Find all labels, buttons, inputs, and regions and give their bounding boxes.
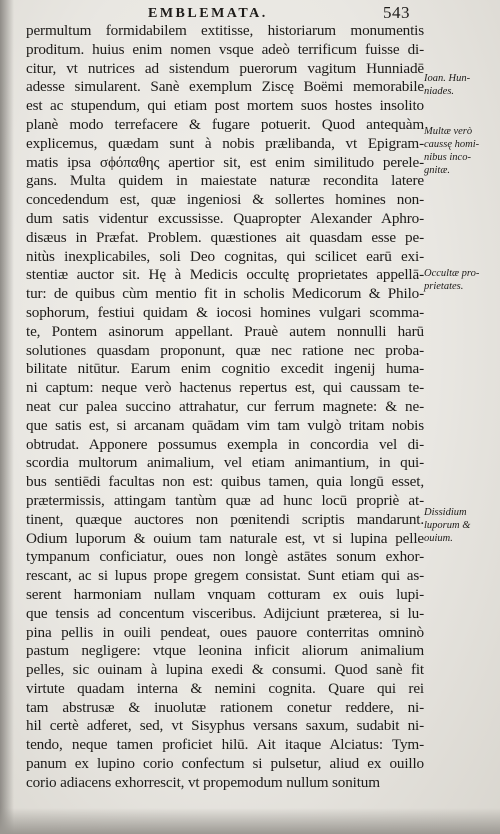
- text-line: tympanum conficiatur, oues non longè astātes sonum exhor-: [26, 548, 424, 566]
- page-bottom-shadow: [0, 808, 500, 834]
- text-line: pastum negligere: vtque leonina inficit aliorum animalium: [26, 642, 424, 660]
- text-line: est ac stupendum, qui etiam post mortem suos hostes insolito: [26, 97, 424, 115]
- text-line: dum satis videntur excussisse. Quapropter Alexander Aphro-: [26, 209, 424, 227]
- text-line: hil certè adferet, sed, vt Sisyphus versans saxum, sudabit ni-: [26, 717, 424, 735]
- text-line: planè modo terrefacere & fugare potuerit. Quod antequàm: [26, 115, 424, 133]
- text-line: panum ex lupino corio confectum si pulsetur, aliud ex ouillo: [26, 755, 424, 773]
- text-line: te, Pontem asinorum appellant. Prauè autem nonnulli harū: [26, 322, 424, 340]
- text-line: que tensis ad concentum visceribus. Adijciunt præterea, si lu-: [26, 604, 424, 622]
- text-line: corio adiacens exhorrescit, vt propemodum nullum sonitum: [26, 773, 380, 791]
- margin-note-occultae: [424, 267, 500, 293]
- text-line: ni captum: neque verò hactenus repertus est, qui caussam te-: [26, 379, 424, 397]
- text-line: stentiæ auctor sit. Hę à Medicis occultę proprietates appellā-: [26, 266, 424, 284]
- margin-note-line: ouium.: [424, 533, 453, 544]
- margin-note-hunniades: [424, 72, 500, 98]
- text-line: sophorum, festiui quidam & iocosi homines vulgari scomma-: [26, 303, 424, 321]
- text-line: proditum. huius enim nomen vsque adeò terrificum fuisse di-: [26, 40, 424, 58]
- text-line: neat cur palea succino attrahatur, cur ferrum magnete: & ne-: [26, 397, 424, 415]
- text-line: pina pellis in ouili pendeat, oues pauore conterritas omninò: [26, 623, 424, 641]
- text-line: tam abstrusæ & inuolutæ rationem conetur reddere, ni-: [26, 698, 424, 716]
- margin-note-line: caussę homi-: [424, 139, 480, 150]
- margin-note-line: luporum &: [424, 520, 471, 531]
- text-line: bilitate nitūtur. Earum enim cognitio excedit ingenij huma-: [26, 360, 424, 378]
- text-line: citur, vt nutrices ad sistendum puerorum vagitum Hunniadē: [26, 59, 424, 77]
- text-line: matis ipsa σϕόπαθης apertior sit, est enim similitudo perele-: [26, 153, 424, 171]
- text-line: que satis est, si arcanam quādam vim tam vulgò tritam nobis: [26, 416, 424, 434]
- main-text-column: [26, 22, 424, 793]
- margin-note-line: gnitæ.: [424, 165, 450, 176]
- text-line: nitùs inexplicabiles, soli Deo cognitas, qui scilicet earū exi-: [26, 247, 424, 265]
- text-line: scordia multorum animalium, vel etiam animantium, in qui-: [26, 454, 424, 472]
- page-gutter-shadow: [0, 0, 14, 834]
- text-line: rescant, ac si lupus prope gregem consistat. Sunt etiam qui as-: [26, 567, 424, 585]
- text-line: virtute quadam interna & nemini cognita. Quare qui rei: [26, 679, 424, 697]
- margin-note-line: Occultæ pro-: [424, 268, 480, 279]
- text-line: Odium luporum & ouium tam naturale est, vt si lupina pelle: [26, 529, 424, 547]
- text-line: permultum formidabilem extitisse, historiarum monumentis: [26, 22, 424, 39]
- text-line: obtrudat. Apponere possumus exempla in concordia vel di-: [26, 435, 424, 453]
- margin-note-caussae: [424, 125, 500, 177]
- running-head: EMBLEMATA.: [148, 6, 268, 21]
- text-line: tinent, quæque auctores non pœnitendi scriptis mandarunt.: [26, 510, 424, 528]
- margin-note-line: Ioan. Hun-: [424, 73, 471, 84]
- page-number: 543: [383, 3, 410, 22]
- text-line: prætermissis, attingam tantùm quæ ad hunc locū propriè at-: [26, 491, 424, 509]
- margin-note-line: Dissidium: [424, 507, 467, 518]
- text-line: solutiones quasdam proponunt, quæ nec ratione nec proba-: [26, 341, 424, 359]
- margin-note-line: prietates.: [424, 281, 464, 292]
- text-line: gans. Multa quidem in maiestate naturæ recondita latere: [26, 172, 424, 190]
- text-line: serent harmoniam nullam vnquam cotturam ex ouis lupi-: [26, 585, 424, 603]
- text-line: concedendum est, quæ ingeniosi & sollertes homines non-: [26, 191, 424, 209]
- text-line: disæus in Præfat. Problem. quæstiones ait quasdam esse pe-: [26, 228, 424, 246]
- text-line: adesse simularent. Sanè exemplum Ziscę Boëmi memorabile: [26, 78, 424, 96]
- margin-note-line: nibus inco-: [424, 152, 471, 163]
- text-line: pelles, sic ouinam à lupina exedi & consumi. Quod sanè fit: [26, 661, 424, 679]
- text-line: tendo, neque tamen proficiet hilū. Ait itaque Alciatus: Tym-: [26, 736, 424, 754]
- text-line: tur: de quibus cùm mentio fit in scholis Medicorum & Philo-: [26, 285, 424, 303]
- margin-note-dissidium: [424, 506, 500, 545]
- text-line: explicemus, quædam sunt à nobis prælibanda, vt Epigram-: [26, 134, 424, 152]
- margin-note-line: niades.: [424, 86, 455, 97]
- margin-note-line: Multæ verò: [424, 126, 473, 137]
- text-line: bus sentiēdi facultas non est: quibus tamen, quia longū esset,: [26, 473, 424, 491]
